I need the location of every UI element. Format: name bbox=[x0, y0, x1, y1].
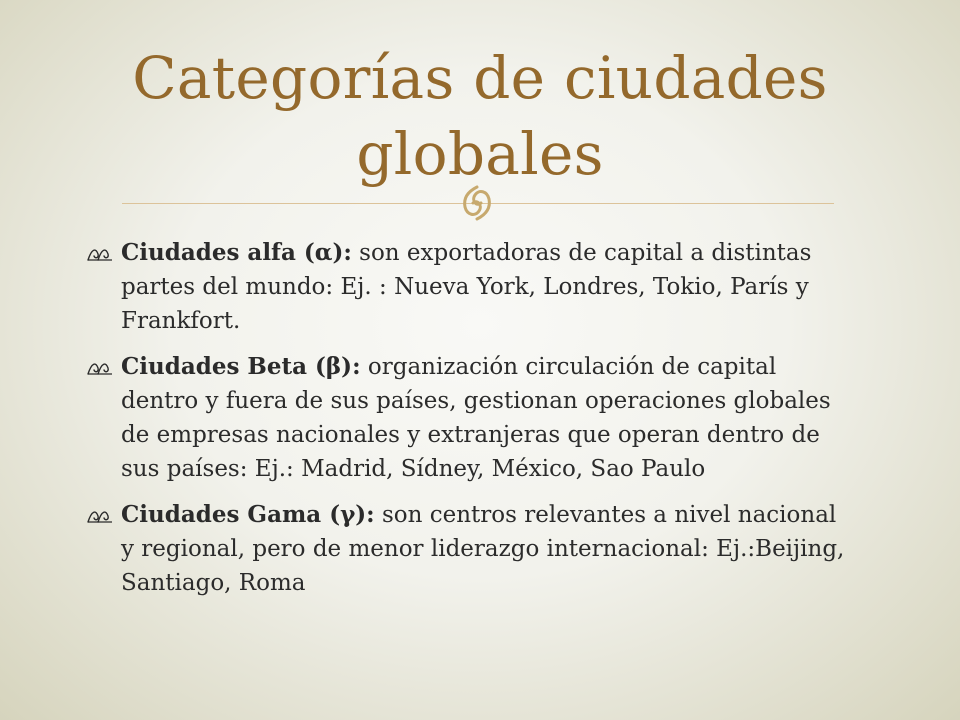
double-curl-bullet-icon bbox=[86, 508, 114, 524]
bullet-list bbox=[86, 236, 846, 612]
bullet-text: organización circulación de capital dentro y fuera de sus países, gestionan operaciones globales de empresas nacionales y extranjeras que operan dentro de sus países: Ej.: Madrid, Sídney, México, Sao Paulo bbox=[121, 354, 831, 482]
decorative-flourish-icon bbox=[455, 183, 499, 223]
double-curl-bullet-icon bbox=[86, 360, 114, 376]
bullet-item bbox=[86, 350, 846, 486]
bullet-item bbox=[86, 498, 846, 600]
bullet-text: son exportadoras de capital a distintas partes del mundo: Ej. : Nueva York, Londres, Tokio, París y Frankfort. bbox=[121, 240, 812, 334]
bullet-item bbox=[86, 236, 846, 338]
bullet-term: Ciudades Beta (β): bbox=[121, 353, 361, 380]
slide-title: Categorías de ciudades globales bbox=[132, 44, 828, 188]
bullet-text: son centros relevantes a nivel nacional y regional, pero de menor liderazgo internacional: Ej.:Beijing, Santiago, Roma bbox=[121, 502, 845, 596]
bullet-term: Ciudades Gama (γ): bbox=[121, 501, 375, 528]
bullet-term: Ciudades alfa (α): bbox=[121, 239, 352, 266]
double-curl-bullet-icon bbox=[86, 246, 114, 262]
